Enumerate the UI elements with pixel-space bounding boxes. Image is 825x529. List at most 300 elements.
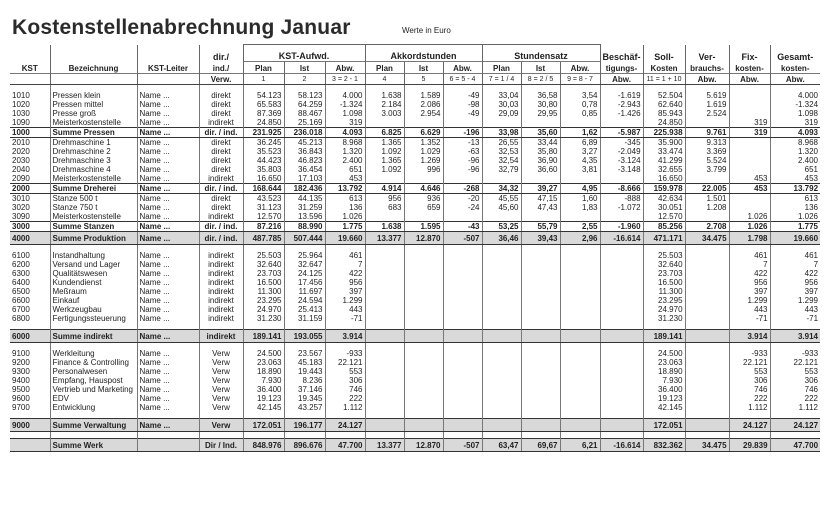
cell-verbrauchs-abw	[685, 212, 729, 222]
cell-leiter: Name ...	[137, 91, 199, 100]
cell-besch-abw: -2.049	[600, 147, 643, 156]
cell-akk-ist	[404, 394, 443, 403]
cell-fixkosten-abw: 553	[729, 367, 770, 376]
currency-note: Werte in Euro	[402, 26, 451, 35]
cell-kst-abw: 136	[325, 203, 365, 212]
cell-bezeichnung: Versand und Lager	[50, 260, 137, 269]
cell-std-abw: 3,54	[560, 91, 600, 100]
hdr-kst-plan: Plan	[243, 62, 284, 74]
spacer-cell	[137, 432, 199, 439]
cell-std-ist: 36,60	[521, 165, 560, 174]
cell-kst-plan: 87.216	[243, 222, 284, 232]
cell-fixkosten-abw	[729, 147, 770, 156]
cell-fixkosten-abw: 397	[729, 287, 770, 296]
cell-kst: 2090	[12, 174, 30, 183]
cell-std-abw: 2,55	[560, 222, 600, 232]
cell-akk-plan	[365, 349, 404, 358]
cell-std-ist	[521, 278, 560, 287]
cell-akk-abw	[443, 278, 482, 287]
cell-kst-ist: 11.697	[284, 287, 325, 296]
cell-akk-plan: 2.184	[365, 100, 404, 109]
cell-std-ist	[521, 367, 560, 376]
cell-fixkosten-abw: 956	[729, 278, 770, 287]
cell-fixkosten-abw: 29.839	[729, 439, 770, 452]
cell-bezeichnung: Qualitätswesen	[50, 269, 137, 278]
cell-kst-abw: 7	[325, 260, 365, 269]
cell-std-ist	[521, 376, 560, 385]
cell-akk-ist: 936	[404, 194, 443, 204]
cell-leiter: Name ...	[137, 314, 199, 323]
cell-besch-abw	[600, 349, 643, 358]
cell-gesamt-abw: 1.098	[770, 109, 820, 118]
cell-soll-kosten: 172.051	[643, 419, 685, 432]
spacer-cell	[643, 432, 685, 439]
cell-kst: 9200	[12, 358, 30, 367]
cell-std-abw	[560, 376, 600, 385]
cell-std-abw: 1,83	[560, 203, 600, 212]
cell-soll-kosten: 24.500	[643, 349, 685, 358]
cell-bezeichnung: Meisterkostenstelle	[50, 174, 137, 184]
cell-bezeichnung: Einkauf	[50, 296, 137, 305]
cell-std-plan	[482, 118, 521, 128]
table-row	[10, 260, 820, 269]
cell-leiter: Name ...	[137, 376, 199, 385]
cell-kst-ist: 19.443	[284, 367, 325, 376]
cell-fixkosten-abw: 24.127	[729, 419, 770, 432]
cell-std-plan	[482, 287, 521, 296]
cell-akk-abw: -507	[443, 232, 482, 245]
cell-kst-abw: 19.660	[325, 232, 365, 245]
cell-besch-abw	[600, 278, 643, 287]
cell-kst-abw: 2.400	[325, 156, 365, 165]
spacer-cell	[482, 432, 521, 439]
cell-dir: Verw	[199, 358, 243, 367]
cell-akk-plan	[365, 174, 404, 184]
cell-akk-plan: 956	[365, 194, 404, 204]
cell-gesamt-abw: 1.299	[770, 296, 820, 305]
cell-akk-ist	[404, 314, 443, 323]
cell-akk-ist	[404, 376, 443, 385]
table-row	[10, 203, 820, 212]
cell-fixkosten-abw: 1.798	[729, 232, 770, 245]
cell-kst-plan: 16.650	[243, 174, 284, 184]
hdr-fix-2: kosten-	[729, 62, 770, 74]
cell-kst: 6000	[10, 330, 50, 343]
cell-kst: 1010	[12, 91, 30, 100]
cell-verbrauchs-abw	[685, 269, 729, 278]
cell-gesamt-abw: 13.792	[770, 184, 820, 194]
cell-std-abw: 0,85	[560, 109, 600, 118]
cell-verbrauchs-abw: 9.313	[685, 138, 729, 148]
cell-kst-abw: 1.098	[325, 109, 365, 118]
cell-kst-ist: 25.964	[284, 251, 325, 260]
cell-leiter: Name ...	[137, 174, 199, 184]
cell-kst-ist: 507.444	[284, 232, 325, 245]
cell-kst: 6600	[12, 296, 30, 305]
spacer-cell	[284, 432, 325, 439]
cell-leiter: Name ...	[137, 385, 199, 394]
cell-dir: Verw	[199, 376, 243, 385]
cell-std-ist: 29,95	[521, 109, 560, 118]
cell-leiter: Name ...	[137, 305, 199, 314]
cell-akk-plan: 13.377	[365, 439, 404, 452]
cell-bezeichnung: Drehmaschine 3	[50, 156, 137, 165]
cell-akk-plan	[365, 287, 404, 296]
cell-besch-abw: -1.619	[600, 91, 643, 100]
cell-akk-ist	[404, 419, 443, 432]
cell-kst: 9700	[12, 403, 30, 412]
cell-gesamt-abw: 443	[770, 305, 820, 314]
cell-akk-plan	[365, 260, 404, 269]
cell-verbrauchs-abw	[685, 358, 729, 367]
cell-besch-abw	[600, 287, 643, 296]
cell-fixkosten-abw: 319	[729, 128, 770, 138]
cell-bezeichnung: Kundendienst	[50, 278, 137, 287]
hdr-group-stundensatz: Stundensatz	[482, 45, 600, 62]
cell-verbrauchs-abw	[685, 278, 729, 287]
cell-kst-plan: 31.230	[243, 314, 284, 323]
cell-akk-plan	[365, 330, 404, 343]
cell-akk-abw: -96	[443, 165, 482, 174]
cell-akk-plan	[365, 269, 404, 278]
cell-bezeichnung: Personalwesen	[50, 367, 137, 376]
cell-akk-plan: 13.377	[365, 232, 404, 245]
cell-kst: 3090	[12, 212, 30, 221]
cell-bezeichnung: Stanze 750 t	[50, 203, 137, 212]
cell-leiter: Name ...	[137, 287, 199, 296]
cell-std-abw	[560, 278, 600, 287]
cell-verbrauchs-abw	[685, 296, 729, 305]
spacer-cell	[729, 432, 770, 439]
cell-std-abw	[560, 419, 600, 432]
cell-std-plan	[482, 385, 521, 394]
table-row	[10, 385, 820, 394]
cell-kst-plan: 189.141	[243, 330, 284, 343]
cell-kst-abw: 453	[325, 174, 365, 184]
hdr-akk-abw: Abw.	[443, 62, 482, 74]
cell-kst-plan: 36.400	[243, 385, 284, 394]
cell-akk-plan	[365, 358, 404, 367]
cell-leiter: Name ...	[137, 367, 199, 376]
cell-kst-abw: 8.968	[325, 138, 365, 148]
cell-std-plan: 26,55	[482, 138, 521, 148]
cell-soll-kosten: 11.300	[643, 287, 685, 296]
cell-std-abw: 4,95	[560, 184, 600, 194]
cell-akk-abw: -20	[443, 194, 482, 204]
cell-std-abw	[560, 118, 600, 128]
hdr-group-kst: KST-Aufwd.	[243, 45, 365, 62]
cell-besch-abw: -16.614	[600, 439, 643, 452]
cell-akk-plan: 1.365	[365, 138, 404, 148]
table-row	[10, 358, 820, 367]
cell-akk-ist	[404, 296, 443, 305]
cell-bezeichnung: Meisterkostenstelle	[50, 212, 137, 222]
cell-gesamt-abw: 746	[770, 385, 820, 394]
cell-kst-plan: 23.063	[243, 358, 284, 367]
cell-besch-abw: -3.124	[600, 156, 643, 165]
cell-gesamt-abw: 7	[770, 260, 820, 269]
hdr-kst	[10, 45, 50, 62]
cell-kst-abw: 613	[325, 194, 365, 204]
cell-akk-abw: -49	[443, 91, 482, 100]
spacer-cell	[10, 432, 50, 439]
cell-kst-plan: 44.423	[243, 156, 284, 165]
cell-akk-abw	[443, 358, 482, 367]
cell-soll-kosten: 25.503	[643, 251, 685, 260]
cell-kst-ist: 23.567	[284, 349, 325, 358]
cell-kst: 6800	[12, 314, 30, 323]
cell-besch-abw	[600, 269, 643, 278]
cell-akk-plan: 1.092	[365, 147, 404, 156]
cell-dir: Verw	[199, 367, 243, 376]
cell-leiter: Name ...	[137, 330, 199, 343]
cell-soll-kosten: 32.655	[643, 165, 685, 174]
cell-akk-ist	[404, 278, 443, 287]
cell-kst-plan: 24.970	[243, 305, 284, 314]
cell-akk-abw	[443, 419, 482, 432]
cell-akk-ist: 659	[404, 203, 443, 212]
cell-soll-kosten: 32.640	[643, 260, 685, 269]
cell-leiter: Name ...	[137, 100, 199, 109]
cell-bezeichnung: Instandhaltung	[50, 251, 137, 260]
cell-akk-plan	[365, 403, 404, 412]
cell-akk-plan	[365, 278, 404, 287]
cell-akk-ist	[404, 212, 443, 222]
cell-kst: 2010	[12, 138, 30, 147]
cell-besch-abw	[600, 251, 643, 260]
cell-verbrauchs-abw	[685, 305, 729, 314]
cell-besch-abw	[600, 376, 643, 385]
cell-std-abw	[560, 394, 600, 403]
cell-std-plan	[482, 296, 521, 305]
cell-dir: dir. / ind.	[199, 232, 243, 245]
cell-std-ist: 39,27	[521, 184, 560, 194]
cell-besch-abw: -1.960	[600, 222, 643, 232]
cell-besch-abw	[600, 394, 643, 403]
table-body	[10, 85, 820, 452]
table-row	[10, 212, 820, 222]
cell-soll-kosten: 225.938	[643, 128, 685, 138]
cell-gesamt-abw: 453	[770, 174, 820, 184]
hdr-besch-2: tigungs-	[600, 62, 643, 74]
cell-kst-ist: 193.055	[284, 330, 325, 343]
cell-std-plan	[482, 212, 521, 222]
hdr-akk-ist: Ist	[404, 62, 443, 74]
hdr-n9: 9 = 8 - 7	[560, 74, 600, 85]
cell-dir: indirekt	[199, 269, 243, 278]
cell-std-plan	[482, 314, 521, 323]
cell-verbrauchs-abw: 2.708	[685, 222, 729, 232]
cell-std-ist: 47,43	[521, 203, 560, 212]
cell-std-plan	[482, 251, 521, 260]
summary-row	[10, 330, 820, 343]
cell-std-plan	[482, 269, 521, 278]
cell-verbrauchs-abw: 5.619	[685, 91, 729, 100]
cell-soll-kosten: 23.295	[643, 296, 685, 305]
cell-std-ist	[521, 305, 560, 314]
cell-fixkosten-abw	[729, 165, 770, 174]
spacer-cell	[50, 432, 137, 439]
cell-akk-ist	[404, 358, 443, 367]
cell-kst-plan: 7.930	[243, 376, 284, 385]
cell-kst-plan: 168.644	[243, 184, 284, 194]
cell-dir: Verw	[199, 349, 243, 358]
cell-dir: indirekt	[199, 287, 243, 296]
cell-std-abw	[560, 212, 600, 222]
hdr-akk-plan: Plan	[365, 62, 404, 74]
cell-kst-plan: 31.123	[243, 203, 284, 212]
summary-row	[10, 184, 820, 194]
cell-bezeichnung: Pressen klein	[50, 91, 137, 100]
cell-leiter: Name ...	[137, 296, 199, 305]
cell-besch-abw	[600, 419, 643, 432]
cell-dir: direkt	[199, 147, 243, 156]
cell-fixkosten-abw: 461	[729, 251, 770, 260]
hdr-dir-1: dir./	[199, 45, 243, 62]
cell-std-abw	[560, 314, 600, 323]
cell-bezeichnung: Entwicklung	[50, 403, 137, 412]
cell-fixkosten-abw: 443	[729, 305, 770, 314]
cell-kst: 9100	[12, 349, 30, 358]
cell-dir: direkt	[199, 91, 243, 100]
cell-besch-abw	[600, 212, 643, 222]
hdr-verb-1: Ver-	[685, 45, 729, 62]
cell-gesamt-abw: 24.127	[770, 419, 820, 432]
cell-dir: dir. / ind.	[199, 222, 243, 232]
hdr-n6: 6 = 5 - 4	[443, 74, 482, 85]
cell-gesamt-abw: 1.026	[770, 212, 820, 222]
cell-dir: indirekt	[199, 212, 243, 222]
cell-akk-ist: 996	[404, 165, 443, 174]
hdr-dir-2: ind./	[199, 62, 243, 74]
cell-besch-abw	[600, 296, 643, 305]
cell-gesamt-abw: 1.775	[770, 222, 820, 232]
table-row	[10, 403, 820, 412]
cell-std-abw	[560, 403, 600, 412]
cell-akk-plan	[365, 314, 404, 323]
cell-leiter: Name ...	[137, 109, 199, 118]
cell-akk-plan	[365, 212, 404, 222]
cell-std-plan: 53,25	[482, 222, 521, 232]
cell-soll-kosten: 85.943	[643, 109, 685, 118]
cell-bezeichnung: Meisterkostenstelle	[50, 118, 137, 128]
cell-verbrauchs-abw: 3.369	[685, 147, 729, 156]
cell-akk-ist: 1.269	[404, 156, 443, 165]
cell-kst-ist: 45.213	[284, 138, 325, 148]
cell-verbrauchs-abw: 2.524	[685, 109, 729, 118]
cell-std-abw	[560, 330, 600, 343]
cell-akk-abw: -63	[443, 147, 482, 156]
hdr-std-ist: Ist	[521, 62, 560, 74]
cell-kst-ist: 32.647	[284, 260, 325, 269]
hdr-verb-2: brauchs-	[685, 62, 729, 74]
cell-bezeichnung: Summe Produktion	[50, 232, 137, 245]
cell-akk-ist: 12.870	[404, 232, 443, 245]
spacer-cell	[685, 432, 729, 439]
cell-besch-abw: -888	[600, 194, 643, 204]
hdr-n5: 5	[404, 74, 443, 85]
cell-akk-abw	[443, 314, 482, 323]
table-row	[10, 305, 820, 314]
cell-verbrauchs-abw: 1.208	[685, 203, 729, 212]
cell-soll-kosten: 52.504	[643, 91, 685, 100]
cell-besch-abw: -1.072	[600, 203, 643, 212]
cell-akk-plan	[365, 376, 404, 385]
cell-kst-ist: 25.169	[284, 118, 325, 128]
hdr-soll-2: Kosten	[643, 62, 685, 74]
cell-verbrauchs-abw	[685, 330, 729, 343]
cell-bezeichnung: Pressen mittel	[50, 100, 137, 109]
cell-std-ist: 35,60	[521, 128, 560, 138]
cell-soll-kosten: 42.145	[643, 403, 685, 412]
cell-std-plan: 29,09	[482, 109, 521, 118]
cell-std-plan: 34,32	[482, 184, 521, 194]
cell-akk-abw	[443, 305, 482, 314]
cell-soll-kosten: 36.400	[643, 385, 685, 394]
cell-std-plan	[482, 394, 521, 403]
cell-kst-abw: 553	[325, 367, 365, 376]
cell-kst-ist: 45.183	[284, 358, 325, 367]
cell-akk-abw: -24	[443, 203, 482, 212]
cell-fixkosten-abw	[729, 109, 770, 118]
cell-kst-abw: 222	[325, 394, 365, 403]
cell-fixkosten-abw: 319	[729, 118, 770, 128]
cell-kst: 6400	[12, 278, 30, 287]
cell-gesamt-abw: 8.968	[770, 138, 820, 148]
cell-gesamt-abw: -71	[770, 314, 820, 323]
hdr-bez-top	[50, 45, 137, 62]
cell-kst-abw: 461	[325, 251, 365, 260]
cell-akk-plan: 1.638	[365, 91, 404, 100]
hdr-std-plan: Plan	[482, 62, 521, 74]
cell-std-ist: 55,79	[521, 222, 560, 232]
cell-std-abw	[560, 385, 600, 394]
cell-gesamt-abw: 47.700	[770, 439, 820, 452]
cell-fixkosten-abw: 7	[729, 260, 770, 269]
cell-bezeichnung: EDV	[50, 394, 137, 403]
cell-kst-plan: 42.145	[243, 403, 284, 412]
cell-besch-abw	[600, 358, 643, 367]
cell-std-abw	[560, 251, 600, 260]
cell-gesamt-abw: 4.000	[770, 91, 820, 100]
cell-kst: 6500	[12, 287, 30, 296]
cell-std-ist: 36,90	[521, 156, 560, 165]
cell-dir: direkt	[199, 156, 243, 165]
hdr-ges-2: kosten-	[770, 62, 820, 74]
cell-verbrauchs-abw	[685, 367, 729, 376]
cell-bezeichnung: Summe indirekt	[50, 330, 137, 343]
cell-akk-ist	[404, 385, 443, 394]
cell-leiter: Name ...	[137, 138, 199, 148]
table-row	[10, 118, 820, 128]
cell-besch-abw	[600, 260, 643, 269]
cell-gesamt-abw: 1.320	[770, 147, 820, 156]
cell-gesamt-abw: 553	[770, 367, 820, 376]
page-title: Kostenstellenabrechnung Januar	[12, 16, 351, 39]
cell-kst-abw: -933	[325, 349, 365, 358]
cell-akk-ist	[404, 118, 443, 128]
cell-kst-abw: 1.026	[325, 212, 365, 222]
hdr-group-akkord: Akkordstunden	[365, 45, 482, 62]
cell-std-plan	[482, 419, 521, 432]
table-row	[10, 91, 820, 100]
cell-soll-kosten: 832.362	[643, 439, 685, 452]
cell-bezeichnung: Werkleitung	[50, 349, 137, 358]
hdr-kst-label: KST	[21, 64, 38, 73]
cell-akk-abw	[443, 376, 482, 385]
table-row	[10, 287, 820, 296]
cell-dir: dir. / ind.	[199, 184, 243, 194]
